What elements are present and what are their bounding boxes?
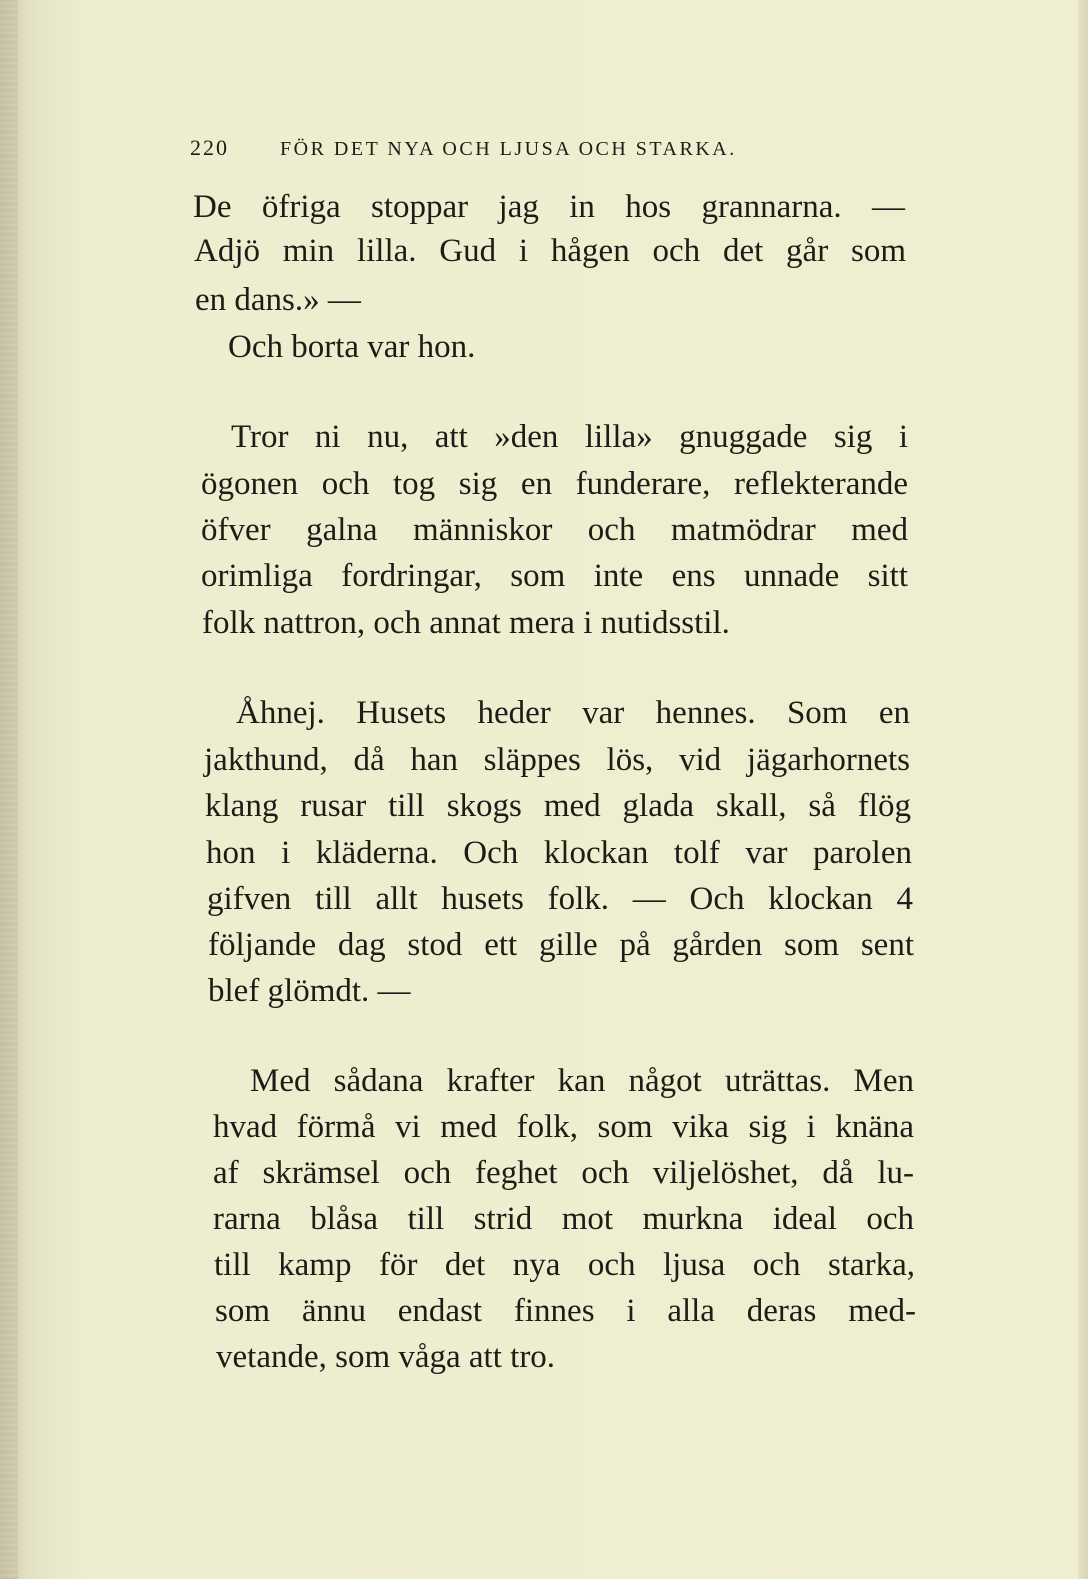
text-line: Tror ni nu, att »den lilla» gnuggade sig i [231,419,908,455]
text-line: rarna blåsa till strid mot murkna ideal och [213,1201,914,1237]
text-line: De öfriga stoppar jag in hos grannarna. — [193,189,905,225]
text-line: Adjö min lilla. Gud i hågen och det går som [194,233,906,269]
text-line: hon i kläderna. Och klockan tolf var parolen [206,835,912,871]
text-line: blef glömdt. — [208,973,411,1009]
page-right-edge [1078,0,1088,1579]
text-line: orimliga fordringar, som inte ens unnade sitt [201,558,908,594]
text-line: öfver galna människor och matmödrar med [201,512,908,548]
text-line: som ännu endast finnes i alla deras med- [215,1293,916,1329]
text-line: hvad förmå vi med folk, som vika sig i knäna [213,1109,914,1145]
text-line: ögonen och tog sig en funderare, reflekterande [201,466,908,502]
text-line: vetande, som våga att tro. [216,1339,556,1375]
text-line: Och borta var hon. [228,329,476,365]
text-line: Med sådana krafter kan något uträttas. Men [250,1063,914,1099]
running-head [190,133,850,163]
text-line: klang rusar till skogs med glada skall, så flög [205,788,911,824]
text-line: af skrämsel och feghet och viljelöshet, då lu- [213,1155,914,1191]
text-line: Åhnej. Husets heder var hennes. Som en [236,695,910,731]
text-line: jakthund, då han släppes lös, vid jägarhornets [204,742,910,778]
page-number: 220 [190,135,229,160]
text-line: en dans.» — [195,282,361,318]
text-line: folk nattron, och annat mera i nutidsstil. [202,605,730,641]
running-title: FÖR DET NYA OCH LJUSA OCH STARKA. [280,138,737,160]
text-line: följande dag stod ett gille på gården som sent [208,927,914,963]
text-line: gifven till allt husets folk. — Och klockan 4 [207,881,913,917]
page-gutter-shadow [0,0,18,1579]
text-line: till kamp för det nya och ljusa och starka, [214,1247,915,1283]
